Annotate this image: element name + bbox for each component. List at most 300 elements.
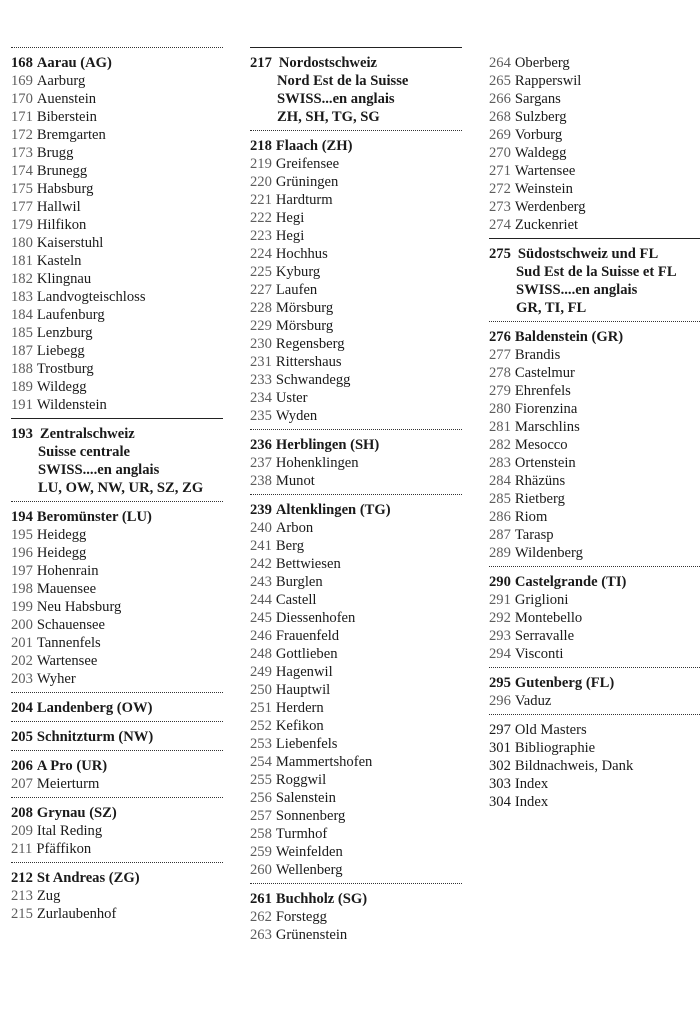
entry-title: Hohenklingen [275, 455, 359, 471]
entry-title: Klingnau [36, 271, 92, 287]
entry-title: Wellenberg [275, 862, 343, 878]
page-number: 265 [489, 73, 511, 89]
entry-title: Sonnenberg [275, 808, 346, 824]
page-number: 172 [11, 127, 33, 143]
page-number: 242 [250, 556, 272, 572]
page-number: 251 [250, 700, 272, 716]
entry-title: Berg [275, 538, 304, 554]
entry-title: Kasteln [36, 253, 82, 269]
index-section-subheading [250, 90, 462, 108]
page-number: 181 [11, 253, 33, 269]
entry-title: Altenklingen (TG) [275, 502, 391, 518]
entry-title: Arbon [275, 520, 314, 536]
index-entry [11, 652, 223, 670]
index-section-heading [489, 245, 700, 263]
page-number: 224 [250, 246, 272, 262]
page-number: 273 [489, 199, 511, 215]
index-entry [489, 346, 700, 364]
page-number: 301 [489, 740, 511, 756]
entry-title: Weinstein [514, 181, 573, 197]
index-entry [250, 753, 462, 771]
page-number: 266 [489, 91, 511, 107]
index-entry [11, 324, 223, 342]
index-entry [250, 245, 462, 263]
page-number: 264 [489, 55, 511, 71]
page-number: 233 [250, 372, 272, 388]
entry-title: Flaach (ZH) [275, 138, 353, 154]
entry-title: Wartensee [514, 163, 576, 179]
entry-title: Aarau (AG) [36, 55, 112, 71]
index-section-heading [489, 674, 700, 692]
index-entry [489, 198, 700, 216]
entry-title: Heidegg [36, 527, 87, 543]
page-number: 246 [250, 628, 272, 644]
page-number: 275 [489, 246, 511, 262]
index-entry [489, 454, 700, 472]
page-number: 193 [11, 426, 33, 442]
page-number: 253 [250, 736, 272, 752]
page-number: 231 [250, 354, 272, 370]
index-entry [11, 306, 223, 324]
page-number: 284 [489, 473, 511, 489]
page-number: 175 [11, 181, 33, 197]
entry-title: Kefikon [275, 718, 324, 734]
index-entry [11, 144, 223, 162]
entry-title: Castelgrande (TI) [514, 574, 627, 590]
page-number: 217 [250, 55, 272, 71]
index-entry [11, 526, 223, 544]
index-entry [11, 216, 223, 234]
entry-title: Herdern [275, 700, 324, 716]
index-section [11, 797, 223, 858]
index-entry [250, 591, 462, 609]
page-number: 177 [11, 199, 33, 215]
page-number: 271 [489, 163, 511, 179]
page-number: 188 [11, 361, 33, 377]
entry-title: Hauptwil [275, 682, 331, 698]
index-section [489, 47, 700, 234]
entry-title: Ortenstein [514, 455, 576, 471]
index-entry [11, 108, 223, 126]
entry-title: Auenstein [36, 91, 97, 107]
index-entry [11, 905, 223, 923]
index-entry [250, 299, 462, 317]
index-entry [489, 739, 700, 757]
index-entry [250, 573, 462, 591]
entry-title: Wyden [275, 408, 318, 424]
page-number: 223 [250, 228, 272, 244]
entry-title: Hagenwil [275, 664, 333, 680]
entry-title: Visconti [514, 646, 564, 662]
index-section [489, 667, 700, 710]
index-entry [250, 173, 462, 191]
entry-title: St Andreas (ZG) [36, 870, 140, 886]
index-column-3 [489, 47, 700, 815]
page-number: 291 [489, 592, 511, 608]
entry-title: SWISS....en anglais [38, 462, 160, 478]
entry-title: Rhäzüns [514, 473, 566, 489]
page-number: 259 [250, 844, 272, 860]
index-entry [250, 227, 462, 245]
index-section-heading [11, 425, 223, 443]
entry-title: Hilfikon [36, 217, 87, 233]
page-number: 258 [250, 826, 272, 842]
page-number: 213 [11, 888, 33, 904]
entry-title: Old Masters [514, 722, 587, 738]
index-entry [250, 807, 462, 825]
page-number: 245 [250, 610, 272, 626]
index-entry [250, 353, 462, 371]
index-entry [250, 263, 462, 281]
entry-title: Hochhus [275, 246, 328, 262]
index-entry [489, 418, 700, 436]
entry-title: Laufenburg [36, 307, 105, 323]
page-number: 219 [250, 156, 272, 172]
entry-title: Waldegg [514, 145, 567, 161]
page-number: 250 [250, 682, 272, 698]
entry-title: Nord Est de la Suisse [277, 73, 409, 89]
index-entry [489, 526, 700, 544]
index-section [250, 429, 462, 490]
page-number: 196 [11, 545, 33, 561]
entry-title: Gottlieben [275, 646, 338, 662]
page-number: 234 [250, 390, 272, 406]
index-section [250, 883, 462, 944]
entry-title: Forstegg [275, 909, 327, 925]
index-entry [250, 663, 462, 681]
entry-title: Mörsburg [275, 300, 334, 316]
entry-title: Vorburg [514, 127, 563, 143]
page-number: 189 [11, 379, 33, 395]
page-number: 286 [489, 509, 511, 525]
entry-title: Meierturm [36, 776, 100, 792]
index-entry [489, 180, 700, 198]
entry-title: Montebello [514, 610, 583, 626]
entry-title: Bildnachweis, Dank [514, 758, 634, 774]
page-number: 280 [489, 401, 511, 417]
entry-title: Tannenfels [36, 635, 101, 651]
entry-title: Heidegg [36, 545, 87, 561]
entry-title: Castell [275, 592, 317, 608]
entry-title: Hallwil [36, 199, 81, 215]
page-number: 297 [489, 722, 511, 738]
page-number: 274 [489, 217, 511, 233]
index-section-heading [11, 757, 223, 775]
entry-title: Schauensee [36, 617, 105, 633]
page-number: 285 [489, 491, 511, 507]
index-section [11, 501, 223, 688]
index-section [489, 566, 700, 663]
index-entry [250, 389, 462, 407]
entry-title: Index [514, 776, 549, 792]
entry-title: Schnitzturm (NW) [36, 729, 154, 745]
page-number: 272 [489, 181, 511, 197]
index-entry [489, 544, 700, 562]
index-entry [11, 616, 223, 634]
index-section-heading [489, 573, 700, 591]
index-entry [11, 126, 223, 144]
entry-title: Turmhof [275, 826, 328, 842]
index-entry [250, 843, 462, 861]
index-entry [489, 757, 700, 775]
page-number: 198 [11, 581, 33, 597]
index-entry [489, 216, 700, 234]
entry-title: Sulzberg [514, 109, 567, 125]
page-number: 183 [11, 289, 33, 305]
index-section-heading [250, 436, 462, 454]
page-number: 180 [11, 235, 33, 251]
index-entry [489, 364, 700, 382]
index-entry [250, 472, 462, 490]
entry-title: Grünenstein [275, 927, 348, 943]
entry-title: Zurlaubenhof [36, 906, 117, 922]
index-entry [11, 598, 223, 616]
page-number: 295 [489, 675, 511, 691]
page-number: 294 [489, 646, 511, 662]
entry-title: Zentralschweiz [39, 426, 135, 442]
page-number: 187 [11, 343, 33, 359]
entry-title: Habsburg [36, 181, 94, 197]
index-entry [250, 717, 462, 735]
page-number: 201 [11, 635, 33, 651]
page-number: 206 [11, 758, 33, 774]
index-section [11, 721, 223, 746]
page-number: 194 [11, 509, 33, 525]
page-number: 296 [489, 693, 511, 709]
entry-title: Ehrenfels [514, 383, 571, 399]
page-number: 195 [11, 527, 33, 543]
index-entry [489, 126, 700, 144]
page-number: 197 [11, 563, 33, 579]
entry-title: Vaduz [514, 693, 552, 709]
page-number: 185 [11, 325, 33, 341]
page-number: 225 [250, 264, 272, 280]
index-section-heading [250, 137, 462, 155]
index-section-heading [11, 699, 223, 717]
entry-title: Weinfelden [275, 844, 343, 860]
entry-title: Beromünster (LU) [36, 509, 152, 525]
index-entry [11, 378, 223, 396]
entry-title: Brandis [514, 347, 561, 363]
index-entry [11, 72, 223, 90]
entry-title: Wyher [36, 671, 76, 687]
page-number: 205 [11, 729, 33, 745]
entry-title: ZH, SH, TG, SG [277, 109, 380, 125]
page-number: 261 [250, 891, 272, 907]
entry-title: Wartensee [36, 653, 98, 669]
index-entry [11, 162, 223, 180]
index-section [250, 494, 462, 879]
index-entry [489, 382, 700, 400]
index-entry [489, 645, 700, 663]
entry-title: Serravalle [514, 628, 575, 644]
page-number: 228 [250, 300, 272, 316]
index-entry [250, 609, 462, 627]
index-section [11, 692, 223, 717]
entry-title: Buchholz (SG) [275, 891, 368, 907]
page-number: 218 [250, 138, 272, 154]
page-number: 290 [489, 574, 511, 590]
entry-title: Laufen [275, 282, 318, 298]
index-section-heading [250, 890, 462, 908]
index-entry [489, 721, 700, 739]
index-entry [11, 270, 223, 288]
page-number: 279 [489, 383, 511, 399]
index-entry [250, 908, 462, 926]
page-number: 304 [489, 794, 511, 810]
page-number: 287 [489, 527, 511, 543]
index-entry [250, 281, 462, 299]
entry-title: Wildegg [36, 379, 87, 395]
index-entry [489, 490, 700, 508]
page-number: 283 [489, 455, 511, 471]
index-section-subheading [11, 479, 223, 497]
index-entry [250, 699, 462, 717]
entry-title: Bibliographie [514, 740, 596, 756]
entry-title: Regensberg [275, 336, 345, 352]
index-entry [250, 155, 462, 173]
index-entry [11, 562, 223, 580]
index-entry [250, 681, 462, 699]
page-number: 276 [489, 329, 511, 345]
index-entry [250, 335, 462, 353]
index-section-heading [11, 54, 223, 72]
page-number: 200 [11, 617, 33, 633]
index-entry [489, 508, 700, 526]
entry-title: Mesocco [514, 437, 568, 453]
entry-title: Bettwiesen [275, 556, 341, 572]
index-section [11, 750, 223, 793]
index-entry [250, 555, 462, 573]
index-section [11, 862, 223, 923]
page-number: 168 [11, 55, 33, 71]
index-section-heading [250, 54, 462, 72]
index-entry [489, 692, 700, 710]
entry-title: Kaiserstuhl [36, 235, 104, 251]
entry-title: Neu Habsburg [36, 599, 122, 615]
entry-title: Sargans [514, 91, 561, 107]
index-entry [250, 735, 462, 753]
index-entry [11, 234, 223, 252]
entry-title: GR, TI, FL [516, 300, 587, 316]
entry-title: Landvogteischloss [36, 289, 146, 305]
page-number: 255 [250, 772, 272, 788]
index-entry [250, 519, 462, 537]
index-entry [11, 822, 223, 840]
page-number: 238 [250, 473, 272, 489]
entry-title: LU, OW, NW, UR, SZ, ZG [38, 480, 204, 496]
page-number: 292 [489, 610, 511, 626]
index-section-heading [250, 501, 462, 519]
index-section [11, 418, 223, 497]
entry-title: Wildenberg [514, 545, 583, 561]
entry-title: Schwandegg [275, 372, 351, 388]
index-entry [11, 775, 223, 793]
page-number: 171 [11, 109, 33, 125]
entry-title: Suisse centrale [38, 444, 131, 460]
page-number: 220 [250, 174, 272, 190]
index-entry [250, 371, 462, 389]
entry-title: Hohenrain [36, 563, 99, 579]
index-section-subheading [489, 281, 700, 299]
page-number: 227 [250, 282, 272, 298]
entry-title: Salenstein [275, 790, 336, 806]
page-number: 252 [250, 718, 272, 734]
index-entry [11, 634, 223, 652]
entry-title: Frauenfeld [275, 628, 340, 644]
entry-title: Hegi [275, 210, 305, 226]
entry-title: Burglen [275, 574, 323, 590]
index-section [11, 47, 223, 414]
index-section [489, 238, 700, 317]
index-entry [250, 454, 462, 472]
index-section [250, 47, 462, 126]
entry-title: Index [514, 794, 549, 810]
page-number: 211 [11, 841, 33, 857]
index-section-subheading [11, 443, 223, 461]
index-entry [11, 544, 223, 562]
index-entry [489, 591, 700, 609]
entry-title: A Pro (UR) [36, 758, 108, 774]
page-number: 170 [11, 91, 33, 107]
page-number: 243 [250, 574, 272, 590]
entry-title: Hardturm [275, 192, 333, 208]
index-entry [11, 252, 223, 270]
index-section-subheading [489, 299, 700, 317]
page-number: 269 [489, 127, 511, 143]
entry-title: Hegi [275, 228, 305, 244]
index-entry [250, 771, 462, 789]
index-section-heading [11, 869, 223, 887]
page-number: 209 [11, 823, 33, 839]
page-number: 270 [489, 145, 511, 161]
page-number: 257 [250, 808, 272, 824]
entry-title: Griglioni [514, 592, 569, 608]
page-number: 262 [250, 909, 272, 925]
entry-title: Aarburg [36, 73, 86, 89]
index-section [250, 130, 462, 425]
index-entry [250, 861, 462, 879]
entry-title: Diessenhofen [275, 610, 356, 626]
entry-title: Rapperswil [514, 73, 582, 89]
entry-title: Südostschweiz und FL [517, 246, 659, 262]
page-number: 256 [250, 790, 272, 806]
entry-title: Wildenstein [36, 397, 107, 413]
page-number: 235 [250, 408, 272, 424]
page-number: 221 [250, 192, 272, 208]
index-entry [489, 108, 700, 126]
page-number: 241 [250, 538, 272, 554]
entry-title: Nordostschweiz [278, 55, 377, 71]
entry-title: Mörsburg [275, 318, 334, 334]
page-number: 278 [489, 365, 511, 381]
entry-title: Werdenberg [514, 199, 586, 215]
index-entry [11, 90, 223, 108]
index-section-subheading [250, 72, 462, 90]
page-number: 169 [11, 73, 33, 89]
page-number: 302 [489, 758, 511, 774]
entry-title: Sud Est de la Suisse et FL [516, 264, 677, 280]
entry-title: Bremgarten [36, 127, 106, 143]
entry-title: Grynau (SZ) [36, 805, 117, 821]
index-entry [11, 580, 223, 598]
entry-title: Biberstein [36, 109, 97, 125]
entry-title: Marschlins [514, 419, 580, 435]
index-entry [250, 191, 462, 209]
page-number: 222 [250, 210, 272, 226]
entry-title: Rittershaus [275, 354, 342, 370]
index-entry [489, 775, 700, 793]
